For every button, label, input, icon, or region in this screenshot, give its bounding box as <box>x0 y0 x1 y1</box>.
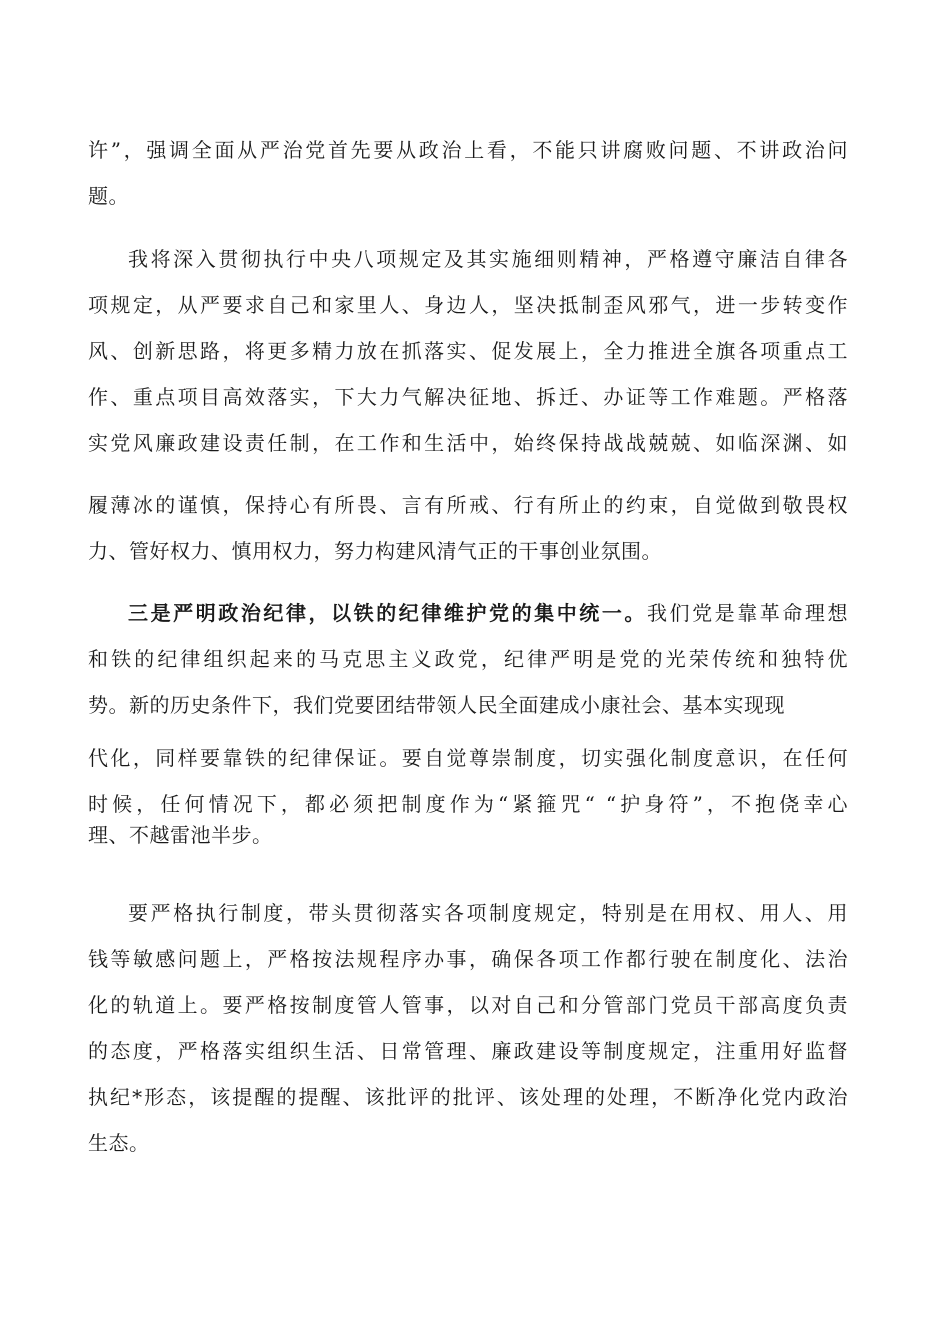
paragraph-2-line-3: 风、创新思路，将更多精力放在抓落实、促发展上，全力推进全旗各项重点工 <box>88 339 848 363</box>
paragraph-4-line-1: 要严格执行制度，带头贯彻落实各项制度规定，特别是在用权、用人、用 <box>128 901 848 925</box>
paragraph-3-line-2: 和铁的纪律组织起来的马克思主义政党，纪律严明是党的光荣传统和独特优 <box>88 647 848 671</box>
paragraph-1-line-1: 许”，强调全面从严治党首先要从政治上看，不能只讲腐败问题、不讲政治问 <box>88 138 848 162</box>
paragraph-3-lead-rest: 我们党是靠革命理想 <box>646 601 848 625</box>
paragraph-4-line-4: 的态度，严格落实组织生活、日常管理、廉政建设等制度规定，注重用好监督 <box>88 1039 848 1063</box>
paragraph-3-bold-lead: 三是严明政治纪律，以铁的纪律维护党的集中统一。 <box>128 601 647 625</box>
paragraph-2-line-6: 履薄冰的谨慎，保持心有所畏、言有所戒、行有所止的约束，自觉做到敬畏权 <box>88 493 848 517</box>
paragraph-4-line-3: 化的轨道上。要严格按制度管人管事，以对自己和分管部门党员干部高度负责 <box>88 993 848 1017</box>
paragraph-3-line-1 <box>128 598 848 628</box>
paragraph-3-line-6: 理、不越雷池半步。 <box>88 823 273 847</box>
paragraph-3-line-5: 时候，任何情况下，都必须把制度作为“紧箍咒“ “护身符”，不抱侥幸心 <box>88 792 848 816</box>
paragraph-2-line-7: 力、管好权力、慎用权力，努力构建风清气正的干事创业氛围。 <box>88 539 662 563</box>
paragraph-3-line-4: 代化，同样要靠铁的纪律保证。要自觉尊崇制度，切实强化制度意识，在任何 <box>88 746 848 770</box>
paragraph-2-line-4: 作、重点项目高效落实，下大力气解决征地、拆迁、办证等工作难题。严格落 <box>88 385 848 409</box>
paragraph-2-line-2: 项规定，从严要求自己和家里人、身边人，坚决抵制歪风邪气，进一步转变作 <box>88 293 848 317</box>
paragraph-2-line-5: 实党风廉政建设责任制，在工作和生活中，始终保持战战兢兢、如临深渊、如 <box>88 431 848 455</box>
paragraph-4-line-5: 执纪*形态，该提醒的提醒、该批评的批评、该处理的处理，不断净化党内政治 <box>88 1085 848 1109</box>
paragraph-1-line-2: 题。 <box>88 184 129 208</box>
paragraph-3-line-3: 势。新的历史条件下，我们党要团结带领人民全面建成小康社会、基本实现现 <box>88 693 785 717</box>
paragraph-4-line-2: 钱等敏感问题上，严格按法规程序办事，确保各项工作都行驶在制度化、法治 <box>88 947 848 971</box>
paragraph-2-line-1: 我将深入贯彻执行中央八项规定及其实施细则精神，严格遵守廉洁自律各 <box>128 247 848 271</box>
paragraph-4-line-6: 生态。 <box>88 1131 150 1155</box>
